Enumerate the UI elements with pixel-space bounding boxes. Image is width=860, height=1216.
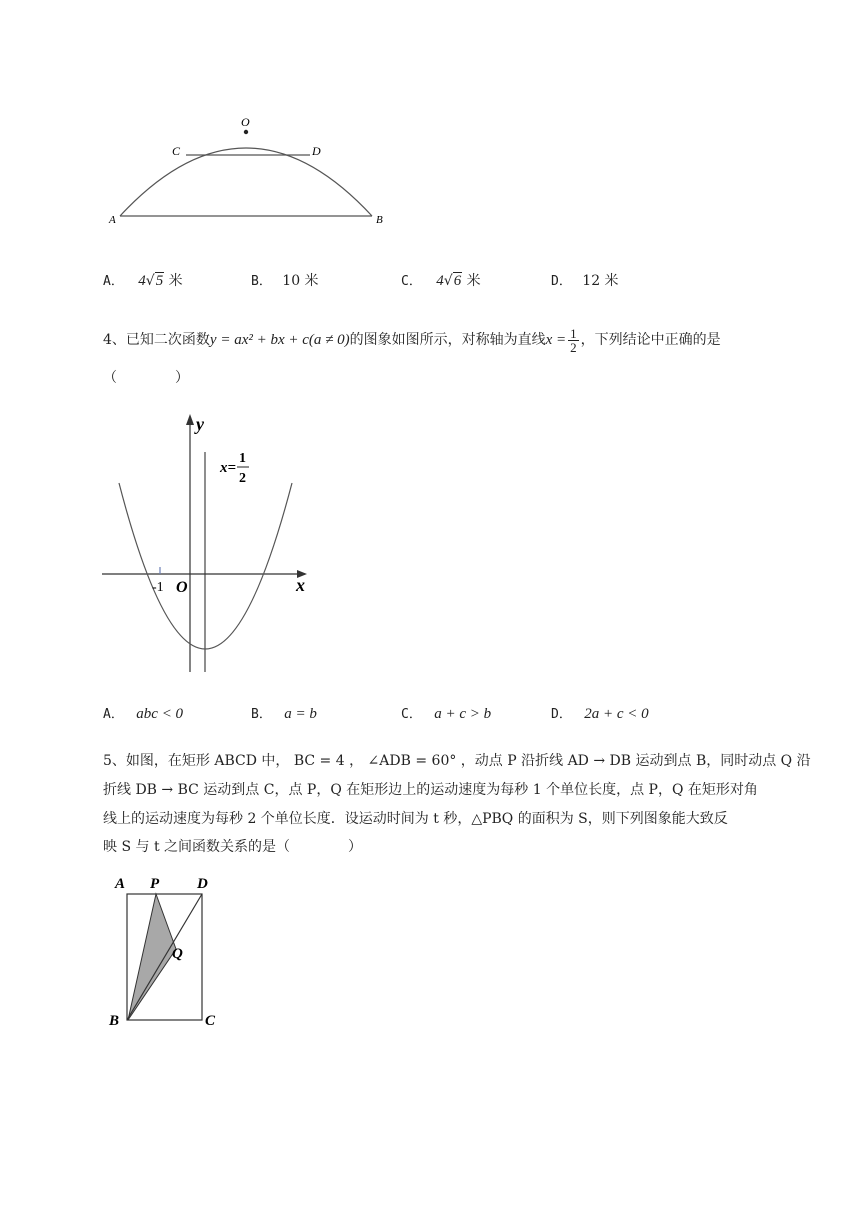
symmetry-axis-label-den: 2 (239, 471, 246, 486)
q4-text-before: 已知二次函数 (125, 332, 210, 348)
option-radicand: 6 (453, 273, 462, 289)
label-b: B (109, 1013, 120, 1029)
diagonal-bd (127, 894, 202, 1020)
y-axis-arrow (186, 414, 194, 425)
x-axis-label: x (296, 575, 305, 595)
option-letter: D． (551, 707, 572, 722)
option-letter: B． (251, 274, 272, 289)
option-letter: A． (103, 274, 124, 289)
shaded-triangle-pbq (128, 894, 176, 1020)
q4-text-middle: 的图象如图所示，对称轴为直线 (349, 332, 546, 348)
q4-option-d[interactable] (551, 703, 649, 723)
symmetry-axis-label-num: 1 (239, 451, 246, 466)
q3-option-d[interactable] (551, 270, 619, 290)
q4-text-after: ，下列结论中正确的是 (580, 332, 721, 348)
label-a: A (109, 214, 116, 226)
label-c: C (172, 144, 181, 158)
origin-label: O (176, 579, 188, 596)
option-expr: abc < 0 (136, 706, 184, 722)
vertex-point-o (244, 130, 248, 134)
q3-option-a[interactable] (103, 270, 183, 290)
q5-line-3: 线上的运动速度为每秒 2 个单位长度．设运动时间为 t 秒，△PBQ 的面积为 S，则下列图象能大致反 (103, 811, 728, 827)
q3-option-c[interactable] (401, 270, 481, 290)
rectangle-figure (105, 870, 225, 1030)
question-number: 4、 (103, 332, 126, 348)
sqrt-sign: √ (443, 273, 453, 289)
q4-option-b[interactable] (251, 703, 317, 723)
arch-curve (120, 148, 372, 216)
option-letter: A． (103, 707, 124, 722)
option-letter: C． (401, 274, 422, 289)
q5-line-2: 折线 DB → BC 运动到点 C，点 P，Q 在矩形边上的运动速度为每秒 1 个单位长度，点 P，Q 在矩形对角 (103, 782, 758, 798)
option-text: 10 米 (282, 273, 319, 289)
option-letter: B． (251, 707, 272, 722)
option-text: 12 米 (582, 273, 619, 289)
option-letter: C． (401, 707, 422, 722)
arch-figure (100, 110, 400, 235)
label-q: Q (172, 946, 183, 962)
option-unit: 米 (466, 273, 481, 289)
option-expr: a = b (284, 706, 317, 722)
option-unit: 米 (168, 273, 183, 289)
option-expr: 2a + c < 0 (584, 706, 649, 722)
tick-label-minus-one: -1 (152, 580, 164, 595)
q3-option-b[interactable] (251, 270, 319, 290)
q4-axis-var: x = (545, 332, 567, 348)
parabola-graph (95, 410, 320, 680)
label-d: D (312, 144, 321, 158)
option-radicand: 5 (155, 273, 164, 289)
q4-option-a[interactable] (103, 703, 183, 723)
q4-option-c[interactable] (401, 703, 491, 723)
label-a: A (115, 876, 126, 892)
q4-axis-fraction: $\frac{1}{2}$ (570, 325, 577, 355)
q5-line-1: 5、如图，在矩形 ABCD 中， BC = 4 ， ∠ADB = 60° ，动点 P 沿折线 AD → DB 运动到点 B，同时动点 Q 沿 (103, 753, 811, 769)
sqrt-sign: √ (145, 273, 155, 289)
q4-answer-paren: （ ） (103, 370, 189, 386)
label-c: C (205, 1013, 216, 1029)
label-p: P (150, 876, 160, 892)
symmetry-axis-label-var: x= (220, 460, 237, 476)
option-coef: 4 (138, 273, 146, 289)
option-expr: a + c > b (434, 706, 492, 722)
y-axis-label: y (196, 414, 204, 434)
option-coef: 4 (436, 273, 444, 289)
label-o: O (241, 115, 250, 129)
q4-function: y = ax² + bx + c(a ≠ 0) (209, 332, 350, 348)
label-d: D (197, 876, 208, 892)
q5-line-4: 映 S 与 t 之间函数关系的是（ ） (103, 839, 363, 855)
option-letter: D． (551, 274, 572, 289)
label-b: B (376, 214, 383, 226)
q4-stem (103, 326, 721, 354)
